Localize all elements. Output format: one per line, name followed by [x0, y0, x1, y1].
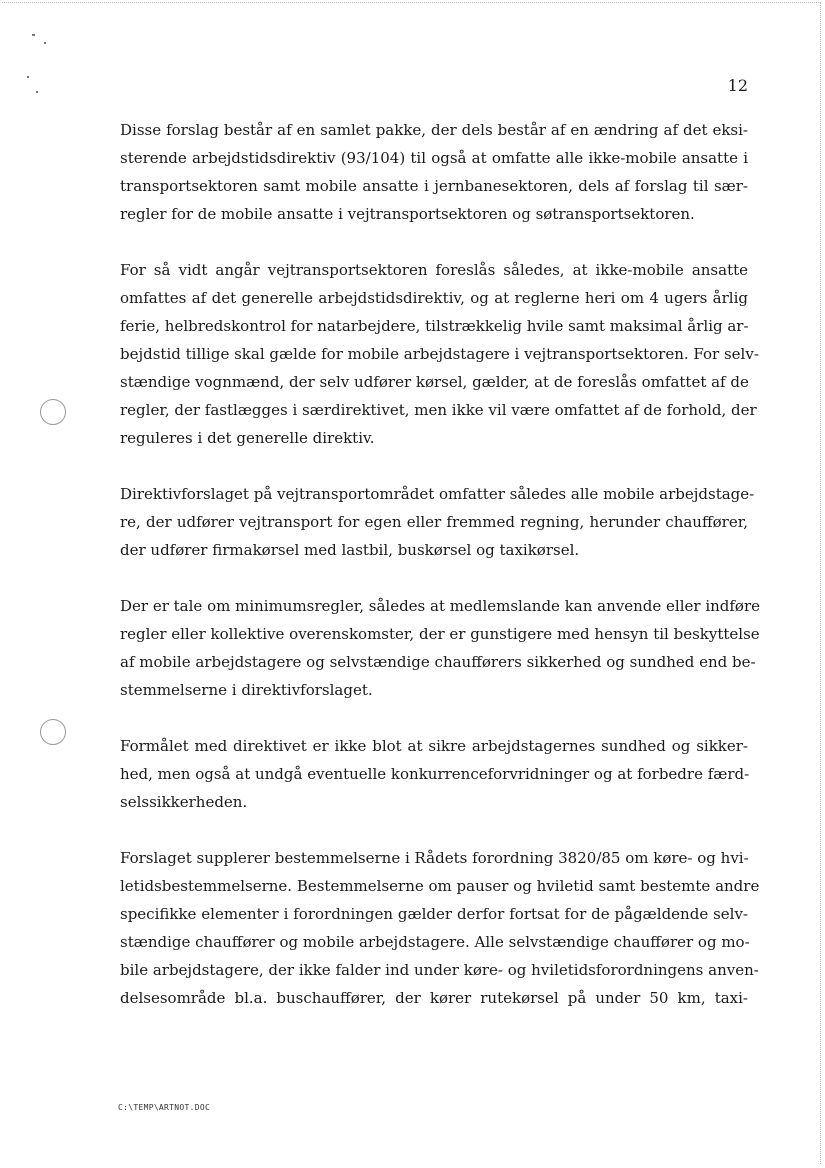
- text-line: der udfører firmakørsel med lastbil, buskørsel og taxikørsel.: [120, 541, 580, 559]
- text-line: letidsbestemmelserne. Bestemmelserne om pauser og hviletid samt bestemte andre: [120, 877, 760, 895]
- text-line: Der er tale om minimumsregler, således at medlemslande kan anvende eller indføre: [120, 597, 761, 615]
- text-line: regler, der fastlægges i særdirektivet, men ikke vil være omfattet af de forhold, der: [120, 401, 757, 419]
- paragraph: [120, 256, 759, 452]
- scan-speck: [32, 34, 35, 36]
- text-line: stemmelserne i direktivforslaget.: [120, 681, 373, 699]
- text-line: regler eller kollektive overenskomster, der er gunstigere med hensyn til beskyttelse: [120, 625, 760, 643]
- text-line: transportsektoren samt mobile ansatte i jernbanesektoren, dels af forslag til sær-: [120, 177, 748, 195]
- text-line: reguleres i det generelle direktiv.: [120, 429, 375, 447]
- text-line: sterende arbejdstidsdirektiv (93/104) til også at omfatte alle ikke-mobile ansatte i: [120, 149, 748, 167]
- text-line: af mobile arbejdstagere og selvstændige chaufførers sikkerhed og sundhed end be-: [120, 653, 756, 671]
- text-line: re, der udfører vejtransport for egen eller fremmed regning, herunder chauffører,: [120, 513, 748, 531]
- text-line: ferie, helbredskontrol for natarbejdere, tilstrækkelig hvile samt maksimal årlig ar-: [120, 317, 749, 335]
- paragraph: [120, 844, 760, 1012]
- scan-speck: [44, 42, 46, 44]
- text-line: stændige chauffører og mobile arbejdstagere. Alle selvstændige chauffører og mo-: [120, 933, 750, 951]
- footer-file-path: C:\TEMP\ARTNOT.DOC: [118, 1103, 211, 1112]
- text-line: Direktivforslaget på vejtransportområdet omfatter således alle mobile arbejdstage-: [120, 485, 755, 503]
- scan-speck: [36, 91, 38, 93]
- paragraph: [120, 116, 748, 228]
- text-line: regler for de mobile ansatte i vejtransportsektoren og søtransportsektoren.: [120, 205, 695, 223]
- paragraph: [120, 592, 761, 704]
- text-line: Disse forslag består af en samlet pakke, der dels består af en ændring af det eksi-: [120, 121, 748, 139]
- paragraph: [120, 480, 755, 564]
- text-line: hed, men også at undgå eventuelle konkurrenceforvridninger og at forbedre færd-: [120, 765, 750, 783]
- text-line: stændige vognmænd, der selv udfører kørsel, gælder, at de foreslås omfattet af de: [120, 373, 749, 391]
- page-number: 12: [727, 76, 748, 95]
- punch-hole-icon: [40, 399, 66, 425]
- text-line: selssikkerheden.: [120, 793, 248, 811]
- text-line: specifikke elementer i forordningen gælder derfor fortsat for de pågældende selv-: [120, 905, 748, 923]
- text-line: Forslaget supplerer bestemmelserne i Rådets forordning 3820/85 om køre- og hvi-: [120, 849, 749, 867]
- punch-hole-icon: [40, 719, 66, 745]
- text-line: Formålet med direktivet er ikke blot at sikre arbejdstagernes sundhed og sikker-: [120, 737, 748, 755]
- text-line: delsesområde bl.a. buschauffører, der kører rutekørsel på under 50 km, taxi-: [120, 989, 748, 1007]
- text-line: omfattes af det generelle arbejdstidsdirektiv, og at reglerne heri om 4 ugers årlig: [120, 289, 748, 307]
- text-line: bile arbejdstagere, der ikke falder ind under køre- og hviletidsforordningens anven-: [120, 961, 759, 979]
- paragraph: [120, 732, 748, 816]
- text-line: bejdstid tillige skal gælde for mobile arbejdstagere i vejtransportsektoren. For selv-: [120, 345, 759, 363]
- text-line: For så vidt angår vejtransportsektoren foreslås således, at ikke-mobile ansatte: [120, 261, 748, 279]
- scan-speck: [27, 76, 29, 78]
